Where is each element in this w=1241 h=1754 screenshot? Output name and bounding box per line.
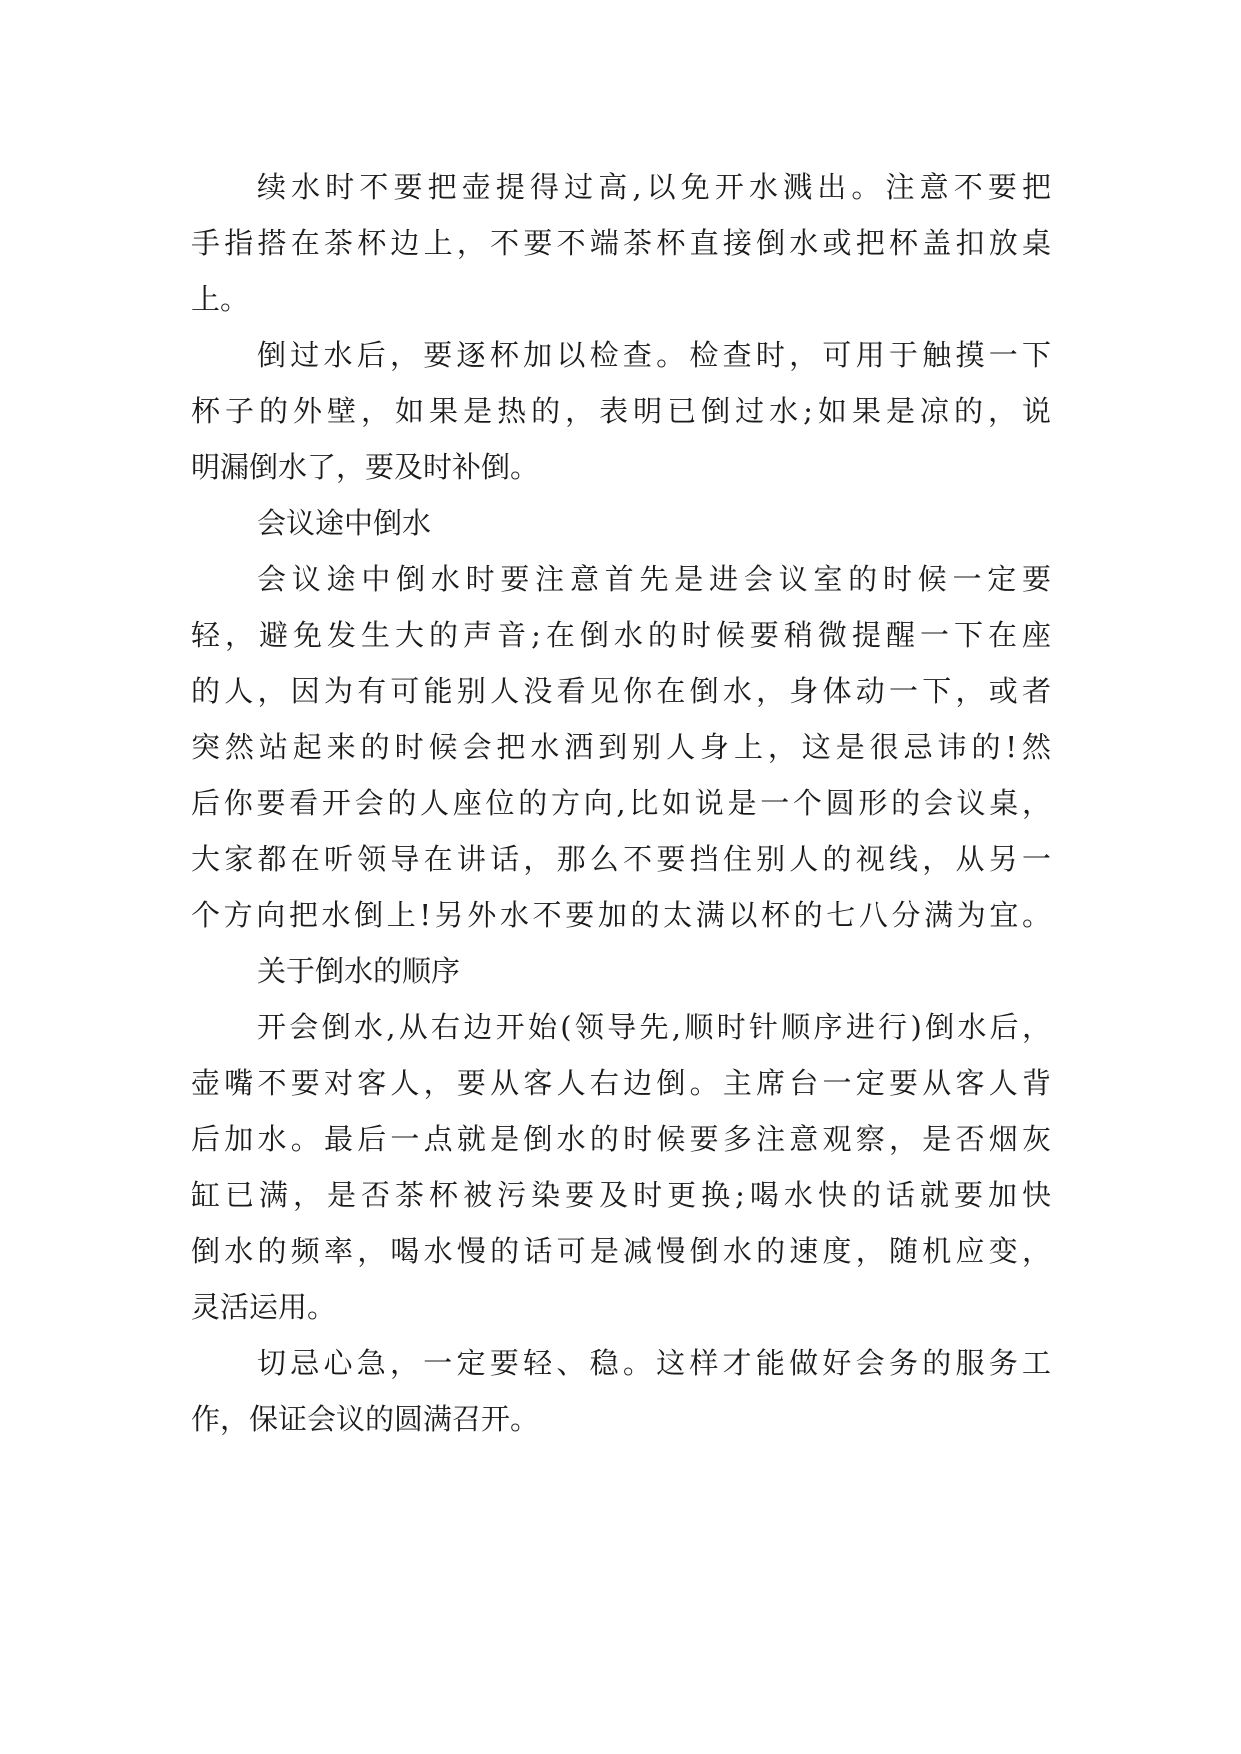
paragraph-line: 壶嘴不要对客人，要从客人右边倒。主席台一定要从客人背 — [191, 1066, 1051, 1100]
paragraph-line: 个方向把水倒上!另外水不要加的太满以杯的七八分满为宜。 — [191, 898, 1051, 932]
section-heading: 会议途中倒水 — [257, 506, 432, 540]
paragraph-line: 作，保证会议的圆满召开。 — [191, 1402, 540, 1436]
paragraph-line: 轻，避免发生大的声音;在倒水的时候要稍微提醒一下在座 — [191, 618, 1051, 652]
paragraph-line: 手指搭在茶杯边上，不要不端茶杯直接倒水或把杯盖扣放桌 — [191, 226, 1051, 260]
paragraph-line: 杯子的外壁，如果是热的，表明已倒过水;如果是凉的，说 — [191, 394, 1051, 428]
paragraph-line: 会议途中倒水时要注意首先是进会议室的时候一定要 — [257, 562, 1051, 596]
paragraph-line: 倒过水后，要逐杯加以检查。检查时，可用于触摸一下 — [257, 338, 1051, 372]
paragraph-line: 开会倒水,从右边开始(领导先,顺时针顺序进行)倒水后， — [257, 1010, 1051, 1044]
paragraph-line: 灵活运用。 — [191, 1290, 337, 1324]
paragraph-line: 的人，因为有可能别人没看见你在倒水，身体动一下，或者 — [191, 674, 1051, 708]
paragraph-line: 后你要看开会的人座位的方向,比如说是一个圆形的会议桌， — [191, 786, 1051, 820]
paragraph-line: 上。 — [191, 282, 250, 316]
paragraph-line: 大家都在听领导在讲话，那么不要挡住别人的视线，从另一 — [191, 842, 1051, 876]
paragraph-line: 突然站起来的时候会把水洒到别人身上，这是很忌讳的!然 — [191, 730, 1051, 764]
paragraph-line: 缸已满，是否茶杯被污染要及时更换;喝水快的话就要加快 — [191, 1178, 1051, 1212]
paragraph-line: 后加水。最后一点就是倒水的时候要多注意观察，是否烟灰 — [191, 1122, 1051, 1156]
paragraph-line: 倒水的频率，喝水慢的话可是减慢倒水的速度，随机应变， — [191, 1234, 1051, 1268]
paragraph-line: 切忌心急，一定要轻、稳。这样才能做好会务的服务工 — [257, 1346, 1051, 1380]
paragraph-line: 续水时不要把壶提得过高,以免开水溅出。注意不要把 — [257, 170, 1051, 204]
section-heading: 关于倒水的顺序 — [257, 954, 461, 988]
paragraph-line: 明漏倒水了，要及时补倒。 — [191, 450, 540, 484]
